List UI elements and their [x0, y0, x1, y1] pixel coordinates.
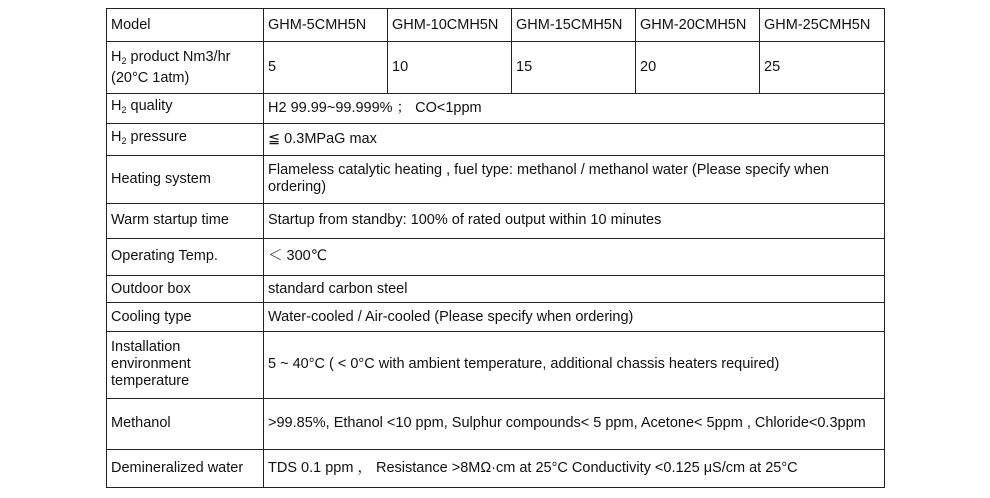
- h2-quality-value: H2 99.99~99.999% ； CO<1ppm: [264, 94, 885, 124]
- table-row-outdoor-box: [107, 276, 885, 303]
- model-cell: GHM-20CMH5N: [636, 9, 760, 42]
- outdoor-box-value: standard carbon steel: [264, 276, 885, 303]
- methanol-value: >99.85%, Ethanol <10 ppm, Sulphur compounds< 5 ppm, Acetone< 5ppm , Chloride<0.3ppm: [264, 398, 885, 449]
- outdoor-box-label: Outdoor box: [107, 276, 264, 303]
- table-row-operating-temp: [107, 238, 885, 275]
- h2-product-label: $H_2$ product Nm3/hr (20°C 1atm): [107, 42, 264, 94]
- table-row-methanol: [107, 398, 885, 449]
- table-row-h2-pressure: [107, 124, 885, 155]
- h2-pressure-label: $H_2$ pressure: [107, 124, 264, 155]
- table-row-demineralized-water: [107, 449, 885, 487]
- table-row-h2-quality: [107, 94, 885, 124]
- operating-temp-value: ＜ 300℃: [264, 238, 885, 275]
- installation-env-label: Installation environment temperature: [107, 332, 264, 398]
- h2-pressure-value: ≦ 0.3MPaG max: [264, 124, 885, 155]
- h2-product-value: 25: [760, 42, 885, 94]
- table-row-installation-env: [107, 332, 885, 398]
- table-row-heating-system: [107, 155, 885, 203]
- operating-temp-label: Operating Temp.: [107, 238, 264, 275]
- model-cell: GHM-10CMH5N: [388, 9, 512, 42]
- warm-startup-value: Startup from standby: 100% of rated output within 10 minutes: [264, 203, 885, 238]
- spec-table: [106, 8, 885, 488]
- h2-product-value: 10: [388, 42, 512, 94]
- cooling-type-label: Cooling type: [107, 303, 264, 332]
- cooling-type-value: Water-cooled / Air-cooled (Please specify when ordering): [264, 303, 885, 332]
- h2-product-value: 15: [512, 42, 636, 94]
- h2-product-value: 20: [636, 42, 760, 94]
- model-cell: GHM-25CMH5N: [760, 9, 885, 42]
- table-row-model: [107, 9, 885, 42]
- heating-system-value: Flameless catalytic heating , fuel type: methanol / methanol water (Please specify when ordering): [264, 155, 885, 203]
- demineralized-water-value: TDS 0.1 ppm ， Resistance >8MΩ·cm at 25°C Conductivity <0.125 μS/cm at 25°C: [264, 449, 885, 487]
- h2-quality-label: $H_2$ quality: [107, 94, 264, 124]
- warm-startup-label: Warm startup time: [107, 203, 264, 238]
- installation-env-value: 5 ~ 40°C ( < 0°C with ambient temperature, additional chassis heaters required): [264, 332, 885, 398]
- table-row-h2-product: [107, 42, 885, 94]
- methanol-label: Methanol: [107, 398, 264, 449]
- h2-product-value: 5: [264, 42, 388, 94]
- model-label: Model: [107, 9, 264, 42]
- table-row-cooling-type: [107, 303, 885, 332]
- heating-system-label: Heating system: [107, 155, 264, 203]
- table-row-warm-startup: [107, 203, 885, 238]
- demineralized-water-label: Demineralized water: [107, 449, 264, 487]
- model-cell: GHM-5CMH5N: [264, 9, 388, 42]
- model-cell: GHM-15CMH5N: [512, 9, 636, 42]
